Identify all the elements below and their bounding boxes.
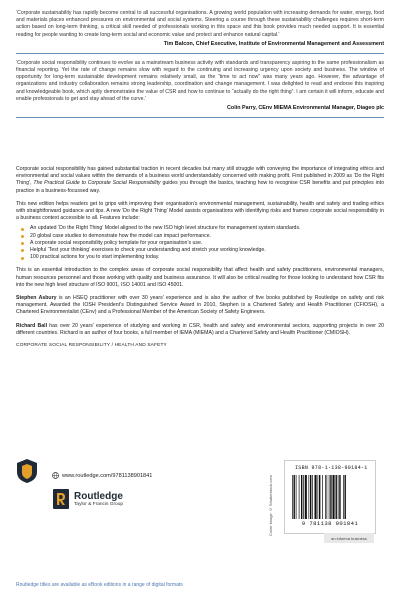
endorsement-1 — [16, 10, 384, 47]
barcode-graphic — [291, 475, 369, 519]
author-name: Stephen Asbury — [16, 295, 57, 302]
endorsement-quote: ‘Corporate social responsibility continues to evolve as a mainstream business activity with standards and transparency aspiring to the same professionalism as financial reporting. Yet the rate of change remains slow with regard to the continuing and increasing urgency upon society and business. The window of opportunity for long-term sustainable development remains relatively small, as the “time to act now” was many years ago. However, the advantage of organizations and industry collaboration remains strong leadership, coordination and change management. I was delighted to read and endorse this inspiring and knowledgeable book, which aptly demonstrates the value of CSR and how to continue to “actually do the right thing”. I am certain it will inform, educate and enable professionals to get and stay ahead of the curve.’ — [16, 59, 384, 102]
barcode-panel — [284, 460, 376, 534]
author-name: Richard Ball — [16, 322, 48, 329]
subject-category: CORPORATE SOCIAL RESPONSIBILITY / HEALTH AND SAFETY — [16, 343, 167, 349]
endorsement-2 — [16, 60, 384, 111]
feature-item: Helpful ‘Test your thinking’ exercises to check your understanding and stretch your working knowledge. — [26, 247, 384, 254]
audience-paragraph: This is an essential introduction to the complex areas of corporate social responsibility that affect health and safety practitioners, environmental managers, human resources personnel and those working with quality and business assurance. It will also be critical reading for those looking to understand how CSR fits into the new high level structure of ISO 9001, ISO 14001 and ISO 45001. — [16, 267, 384, 288]
publisher-name: Routledge — [74, 491, 123, 502]
features-list — [16, 225, 384, 261]
author-bio-text: has over 20 years’ experience of studying and working in CSR, health and safety and environmental sectors, supporting projects in over 20 different countries. Richard is an author of four books, a full member of IEMA (MIEMA) and a Chartered Safety and Health Practitioner (CMIOSH). — [16, 322, 384, 336]
description — [16, 166, 384, 348]
website-url[interactable]: www.routledge.com/9781138901841 — [62, 472, 153, 479]
new-edition-paragraph: This new edition helps readers get to grips with improving their organisation’s environmental management, sustainability, health and safety and trading ethics with straightforward guidance and tips. A new ‘Do the Right Thing’ Model assists organisations with identifying risks and frames corporate social responsibility in a business context accessible to all. Features include: — [16, 200, 384, 222]
author-bio-text: is an HSEQ practitioner with over 30 years’ experience and is also the author of five books published by Routledge on safety and risk management. Awarded the IOSH President’s Distinguished Service Award in 2010, Stephen is a Chartered Safety and Health Practitioner (CFIOSH), a Chartered Environmentalist (CEnv) and a Professional Member of the American Society of Safety Engineers. — [16, 295, 384, 316]
feature-item: An updated ‘Do the Right Thing’ Model aligned to the new ISO high level structure for management system standards. — [26, 225, 384, 232]
endorsements — [16, 10, 384, 124]
feature-item: 100 practical actions for you to start implementing today. — [26, 254, 384, 261]
intro-paragraph — [16, 166, 384, 195]
endorsement-attribution: Tim Balcon, Chief Executive, Institute of Environmental Management and Assessment — [163, 40, 384, 47]
informa-badge: an informa business — [324, 533, 374, 543]
routledge-logo-icon — [52, 488, 70, 510]
feature-item: A corporate social responsibility policy template for your organisation’s use. — [26, 240, 384, 247]
feature-item: 20 global case studies to demonstrate how the model can impact performance. — [26, 233, 384, 240]
footer — [0, 452, 400, 600]
barcode-number: 9 781138 901841 — [301, 520, 359, 527]
publisher-subtitle: Taylor & Francis Group — [74, 502, 124, 507]
website-link[interactable] — [52, 472, 152, 479]
intro-text-cont: guides you through the basics, teaching how to recognise CSR benefits and put principles into practice in a business-focussed way. — [16, 180, 384, 194]
book-title-italic: The Practical Guide to Corporate Social Responsibility — [33, 180, 161, 187]
ebook-note: Routledge titles are available as eBook editions in a range of digital formats — [16, 582, 183, 588]
publisher-logo — [52, 488, 123, 510]
divider — [16, 117, 384, 118]
isbn-label: ISBN 978-1-138-90184-1 — [295, 465, 368, 471]
endorsement-attribution: Colin Parry, CEnv MIEMA Environmental Manager, Diageo plc — [227, 105, 384, 112]
intro-text: Corporate social responsibility has gained substantial traction in recent decades but many still struggle with conveying the importance of integrating ethics and environmental and social values within the demands of a business world understandably concerned with making profit. First published in 2009 as ‘Do the Right Thing’, — [16, 166, 384, 187]
divider — [16, 53, 384, 54]
author-bio-1 — [16, 295, 384, 317]
author-bio-2 — [16, 323, 384, 337]
endorsement-quote: ‘Corporate sustainability has rapidly become central to all successful organisations. A growing world population with increasing demands for water, energy, food and materials places enhanced pressures on environmental and social systems. Steering a course through these sustainability challenges requires short-term action based on long-term thinking, a critical skill needed of professionals working in this space and this book provides much needed support. It is essential reading for people wanting to create long-term social and economic value and protect and enhance natural capital.’ — [16, 10, 384, 38]
cover-credit: Cover image © Shutterstock.com — [268, 475, 273, 536]
routledge-crest-icon — [16, 458, 38, 484]
globe-icon — [52, 472, 59, 479]
